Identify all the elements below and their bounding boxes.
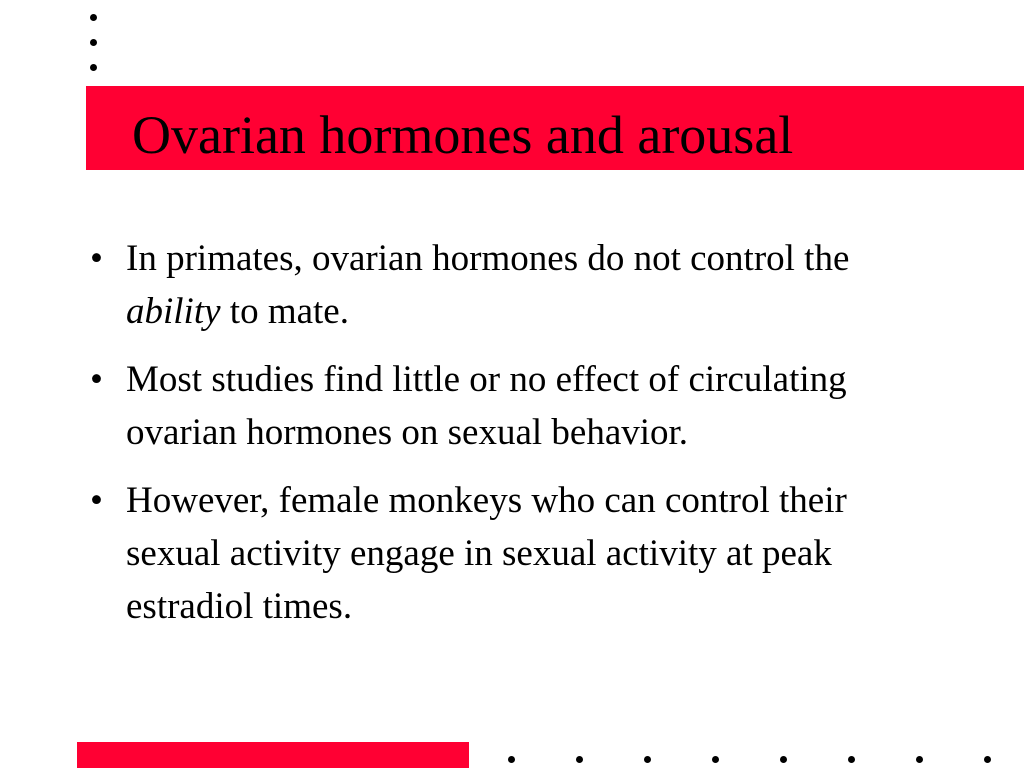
bullet-1-emphasis: ability <box>126 291 221 332</box>
bullet-list <box>90 232 950 648</box>
decor-dot-bottom-6 <box>848 756 855 763</box>
slide-title: Ovarian hormones and arousal <box>132 105 794 165</box>
bullet-2-text: Most studies find little or no effect of circulating ovarian hormones on sexual behavior. <box>126 359 847 453</box>
bullet-item-3 <box>90 474 950 633</box>
decor-dot-bottom-3 <box>644 756 651 763</box>
bullet-3-text: However, female monkeys who can control their sexual activity engage in sexual activity at peak estradiol times. <box>126 480 847 627</box>
bottom-accent-bar <box>77 742 469 768</box>
decor-dot-top-2 <box>90 39 97 46</box>
decor-dot-bottom-4 <box>712 756 719 763</box>
bullet-item-2 <box>90 353 950 459</box>
bullet-item-1 <box>90 232 950 338</box>
bullet-marker: • <box>90 238 103 279</box>
decor-dot-bottom-7 <box>916 756 923 763</box>
bullet-1-lead: In primates, ovarian hormones do not control the <box>126 238 850 279</box>
decor-dot-bottom-2 <box>576 756 583 763</box>
bullet-marker: • <box>90 359 103 400</box>
decor-dot-top-1 <box>90 14 97 21</box>
decor-dot-bottom-8 <box>984 756 991 763</box>
decor-dot-top-3 <box>90 64 97 71</box>
decor-dot-bottom-1 <box>508 756 515 763</box>
bullet-1-tail: to mate. <box>220 291 349 332</box>
bullet-marker: • <box>90 480 103 521</box>
decor-dot-bottom-5 <box>780 756 787 763</box>
